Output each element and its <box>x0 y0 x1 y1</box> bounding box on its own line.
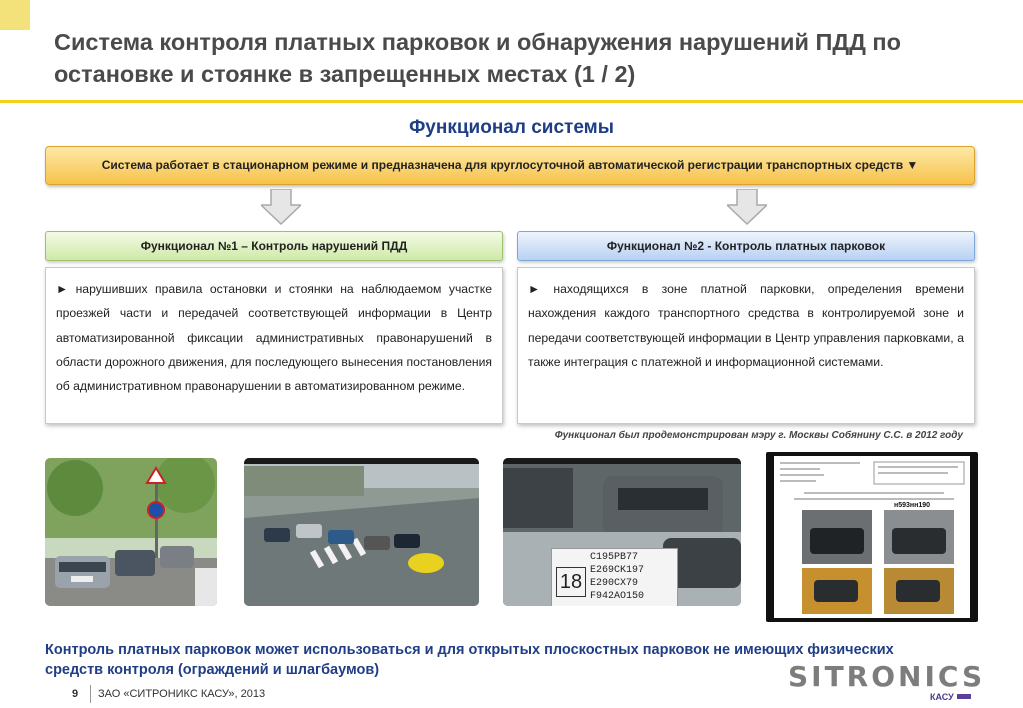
plate-number: C195PB77 <box>590 552 639 563</box>
plate-recognition-photo <box>503 458 741 606</box>
function2-description: ► находящихся в зоне платной парковки, определения времени нахождения каждого транспортного средства в контролируемой зоне и передачи соответствующей информации в Центр управления парковками, а также интеграция с платежной и информационной системами. <box>517 267 975 424</box>
down-arrow-icon <box>261 189 301 225</box>
sitronics-logo: SITRONICS <box>788 660 986 693</box>
logo-accent-bar <box>957 694 971 699</box>
space-counter: 18 <box>556 567 586 597</box>
plate-number: E269CK197 <box>590 565 645 576</box>
violation-document-photo <box>766 452 978 622</box>
corner-accent <box>0 0 30 30</box>
function1-header: Функционал №1 – Контроль нарушений ПДД <box>45 231 503 261</box>
section-subtitle: Функционал системы <box>409 117 614 138</box>
plate-number: F942AO150 <box>590 591 645 602</box>
footer-divider <box>90 685 91 703</box>
bottom-statement: Контроль платных парковок может использоваться и для открытых плоскостных парковок не имеющих физических средств контроля (ограждений и шлагбаумов) <box>45 642 894 678</box>
demo-note: Функционал был продемонстрирован мэру г. Москвы Собянину С.С. в 2012 году <box>554 430 963 441</box>
page-number: 9 <box>72 688 79 700</box>
parking-lot-camera-photo <box>244 458 479 606</box>
slide-title: Система контроля платных парковок и обнаружения нарушений ПДД по остановке и стоянке в запрещенных местах (1 / 2) <box>54 29 901 87</box>
plate-number: E290CX79 <box>590 578 639 589</box>
street-parking-photo <box>45 458 217 606</box>
function2-header: Функционал №2 - Контроль платных парковок <box>517 231 975 261</box>
title-divider <box>0 100 1023 103</box>
function1-description: ► нарушивших правила остановки и стоянки на наблюдаемом участке проезжей части и передачей соответствующей информации в Центр автоматизированной фиксации административных правонарушений в области дорожного движения, для последующего вынесения постановления об административном правонарушении в автоматизированном режиме. <box>45 267 503 424</box>
plate-list-overlay <box>551 548 678 606</box>
system-mode-banner: Система работает в стационарном режиме и предназначена для круглосуточной автоматической регистрации транспортных средств ▼ <box>45 146 975 185</box>
footer-company: ЗАО «СИТРОНИКС КАСУ», 2013 <box>98 688 266 700</box>
logo-subtitle: КАСУ <box>930 692 954 702</box>
document-plate-number: н593нн190 <box>894 502 931 509</box>
down-arrow-icon <box>727 189 767 225</box>
